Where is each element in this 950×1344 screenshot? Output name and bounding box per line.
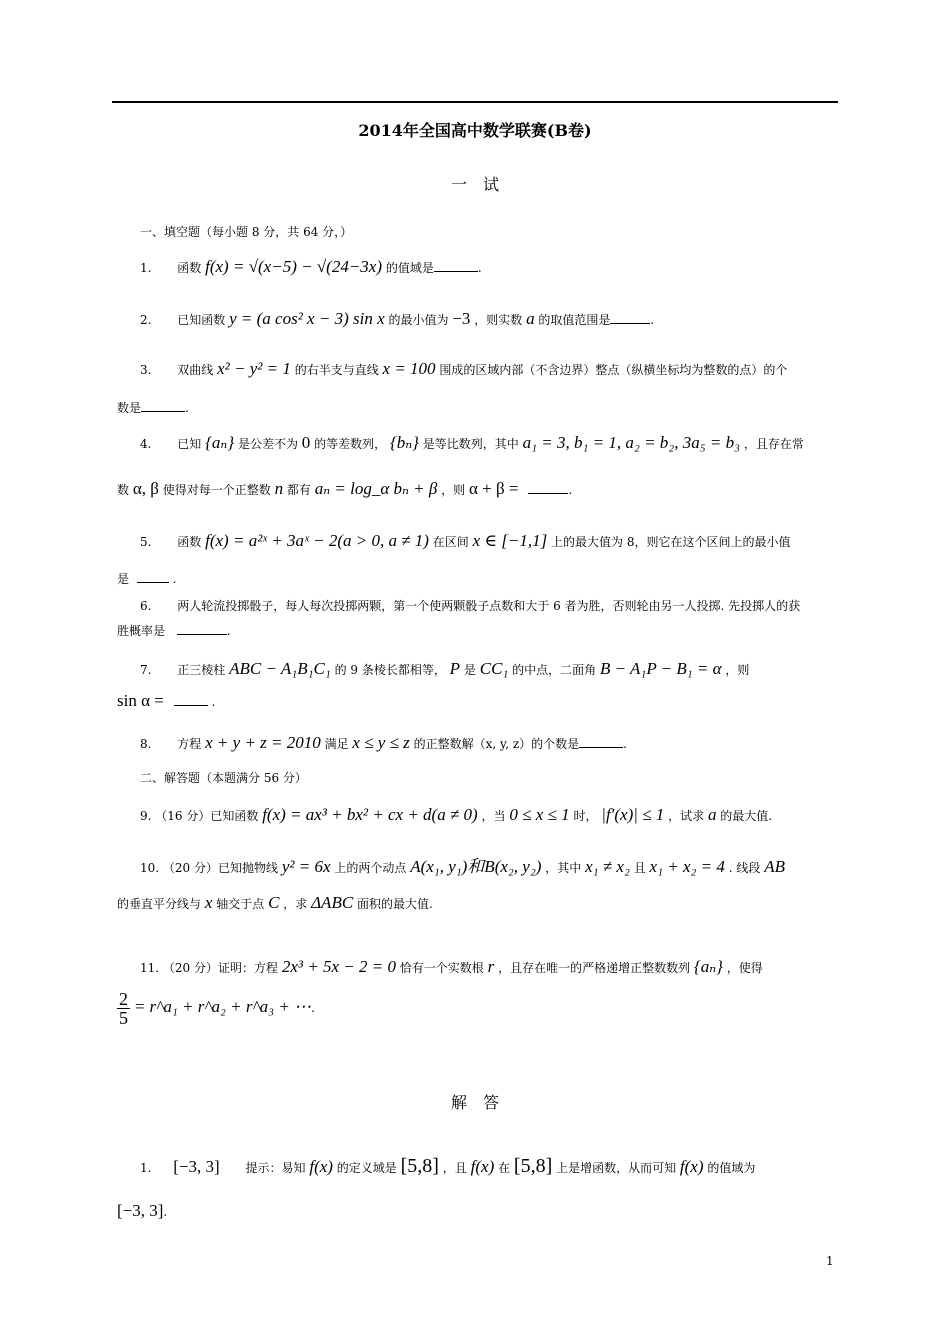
q4-seq1: {aₙ} xyxy=(205,433,235,452)
q4-mid2: 的等差数列， xyxy=(314,437,387,451)
q10-mid4: . 线段 xyxy=(728,861,761,875)
q8-pre: 方程 xyxy=(177,737,202,751)
q7-mid2: 是 xyxy=(463,663,476,677)
q10-l2a: 的垂直平分线与 xyxy=(117,897,202,911)
question-3 xyxy=(140,360,860,377)
q10-l2c: ，求 xyxy=(283,897,308,911)
q2-var: a xyxy=(526,309,535,328)
q11-fraction xyxy=(117,990,130,1027)
q5-post: 上的最大值为 8，则它在这个区间上的最小值 xyxy=(551,535,791,549)
question-1: 1. 函数 f(x) = √(x−5) − √(24−3x) 的值域是 . xyxy=(140,257,482,276)
q8-blank xyxy=(579,746,623,748)
a1-num: 1. xyxy=(140,1161,152,1175)
q10-tri: ΔABC xyxy=(311,893,354,912)
q7-mid3: 的中点，二面角 xyxy=(512,663,597,677)
q5-formula: f(x) = a²ˣ + 3aˣ − 2(a > 0, a ≠ 1) xyxy=(205,531,429,550)
q7-prism: ABC − A₁B₁C₁ xyxy=(229,659,331,678)
a1-t6: 的值域为 xyxy=(707,1161,756,1175)
q8-num: 8. xyxy=(140,737,152,751)
q4-zero: 0 xyxy=(301,433,311,452)
q5-num: 5. xyxy=(140,535,152,549)
q10-pts: A(x₁, y₁)和B(x₂, y₂) xyxy=(410,857,542,876)
q2-blank xyxy=(610,322,650,324)
q4-l2b: 使得对每一个正整数 xyxy=(162,483,271,497)
q11-series: = r^a₁ + r^a₂ + r^a₃ + ⋯ xyxy=(133,997,312,1016)
q10-pre: （20 分）已知抛物线 xyxy=(162,861,279,875)
q2-mid2: ，则实数 xyxy=(474,313,523,327)
q3-pre: 双曲线 xyxy=(177,363,214,377)
answer-1-line2: [−3, 3]. xyxy=(117,1201,168,1220)
q3-blank xyxy=(141,410,185,412)
q4-formula: aₙ = log_α bₙ + β xyxy=(314,479,438,498)
a1-f1: f(x) xyxy=(309,1157,333,1176)
q5-interval: x ∈ [−1,1] xyxy=(472,531,548,550)
q4-cond: a₁ = 3, b₁ = 1, a₂ = b₂, 3a₅ = b₃ xyxy=(522,433,740,452)
q6-num: 6. xyxy=(140,599,152,613)
q11-seq: {aₙ} xyxy=(693,957,723,976)
q3-mid: 的右半支与直线 xyxy=(294,363,379,377)
q4-pre: 已知 xyxy=(177,437,202,451)
q4-l2d: ，则 xyxy=(441,483,466,497)
question-2: 2. 已知函数 y = (a cos² x − 3) sin x 的最小值为 −3 ，则实数 a 的取值范围是 . xyxy=(140,309,655,328)
q4-post: ，且存在常 xyxy=(743,437,804,451)
q8-eq: x + y + z = 2010 xyxy=(205,733,321,752)
q4-l2c: 都有 xyxy=(286,483,311,497)
question-4-line2: 数 α, β 使得对每一个正整数 n 都有 aₙ = log_α bₙ + β ，则 α + β = . xyxy=(117,479,573,498)
q10-l2b: 轴交于点 xyxy=(216,897,265,911)
q2-value: −3 xyxy=(452,309,471,328)
q4-num: 4. xyxy=(140,437,152,451)
question-10 xyxy=(140,858,860,875)
q8-mid: 满足 xyxy=(324,737,349,751)
q3-post: 围成的区域内部（不含边界）整点（纵横坐标均为整数的点）的个 xyxy=(439,363,788,377)
question-11 xyxy=(140,958,860,975)
q3-num: 3. xyxy=(140,363,152,377)
q4-seq2: {bₙ} xyxy=(389,433,419,452)
q9-num: 9. xyxy=(140,809,152,823)
q11-pre: （20 分）证明：方程 xyxy=(162,961,279,975)
q7-pre: 正三棱柱 xyxy=(177,663,226,677)
q5-mid: 在区间 xyxy=(432,535,469,549)
q10-mid3: 且 xyxy=(633,861,646,875)
part-heading: 一 试 xyxy=(450,175,499,194)
q7-angle: B − A₁P − B₁ = α xyxy=(600,659,722,678)
q6-line2: 胜概率是 xyxy=(117,624,166,638)
a1-f2: f(x) xyxy=(470,1157,495,1176)
q11-num: 11. xyxy=(140,961,160,975)
q1-formula: f(x) = √(x−5) − √(24−3x) xyxy=(205,257,382,276)
q9-formula: f(x) = ax³ + bx² + cx + d(a ≠ 0) xyxy=(262,805,478,824)
q10-c2: x₁ + x₂ = 4 xyxy=(649,857,725,876)
a1-t2: 的定义域是 xyxy=(336,1161,397,1175)
question-7-line2: sin α = . xyxy=(117,691,216,710)
q11-r: r xyxy=(487,957,495,976)
q2-mid: 的最小值为 xyxy=(388,313,449,327)
section1-heading: 一、填空题（每小题 8 分，共 64 分，） xyxy=(140,225,353,239)
q9-a: a xyxy=(707,805,717,824)
question-6-line2: 胜概率是 . xyxy=(117,624,231,638)
q4-mid1: 是公差不为 xyxy=(237,437,298,451)
question-3-line2: 数是 . xyxy=(117,401,189,415)
page-number: 1 xyxy=(826,1254,834,1268)
a1-dom: [5,8] xyxy=(400,1155,439,1177)
q10-l2d: 面积的最大值. xyxy=(357,897,433,911)
q7-num: 7. xyxy=(140,663,152,677)
q4-mid3: 是等比数列，其中 xyxy=(422,437,519,451)
q9-mid2: 时， xyxy=(573,809,598,823)
q7-CC: CC₁ xyxy=(479,659,509,678)
question-7 xyxy=(140,660,860,677)
q7-P: P xyxy=(449,659,461,678)
q6-text: 两人轮流投掷骰子，每人每次投掷两颗，第一个使两颗骰子点数和大于 6 者为胜，否则轮由另一人投掷. 先投掷人的获 xyxy=(177,599,801,613)
q2-num: 2. xyxy=(140,313,152,327)
q11-frac-num: 2 xyxy=(119,989,128,1009)
q10-parabola: y² = 6x xyxy=(281,857,331,876)
q9-bound: |f′(x)| ≤ 1 xyxy=(601,805,665,824)
a1-dom2: [5,8] xyxy=(513,1155,553,1177)
section2-heading: 二、解答题（本题满分 56 分） xyxy=(140,771,307,785)
q4-l2a: 数 xyxy=(117,483,130,497)
a1-f3: f(x) xyxy=(679,1157,704,1176)
q7-post: ，则 xyxy=(725,663,750,677)
q10-c1: x₁ ≠ x₂ xyxy=(585,857,630,876)
q6-blank xyxy=(177,633,227,635)
q8-ineq: x ≤ y ≤ z xyxy=(352,733,410,752)
q3-formula: x² − y² = 1 xyxy=(217,359,291,378)
answer-1 xyxy=(140,1156,860,1176)
answers-heading: 解 答 xyxy=(450,1093,499,1112)
q4-ab: α, β xyxy=(132,479,159,498)
q9-range: 0 ≤ x ≤ 1 xyxy=(509,805,570,824)
q9-mid3: ，试求 xyxy=(668,809,705,823)
q11-mid: 恰有一个实数根 xyxy=(399,961,484,975)
q2-post: 的取值范围是 xyxy=(538,313,611,327)
q5-line2: 是 xyxy=(117,572,130,586)
a1-line2: [−3, 3] xyxy=(117,1201,164,1220)
question-5-line2: 是 . xyxy=(117,572,177,586)
q10-AB: AB xyxy=(764,857,785,876)
q10-C: C xyxy=(268,893,280,912)
question-6 xyxy=(140,600,860,612)
q9-post: 的最大值. xyxy=(720,809,773,823)
q9-pre: （16 分）已知函数 xyxy=(155,809,259,823)
a1-t1: 提示：易知 xyxy=(245,1161,306,1175)
q2-formula: y = (a cos² x − 3) sin x xyxy=(229,309,385,328)
q10-mid2: ，其中 xyxy=(545,861,582,875)
q9-mid: ，当 xyxy=(481,809,506,823)
q4-ask: α + β = xyxy=(469,479,519,498)
a1-t5: 上是增函数，从而可知 xyxy=(556,1161,677,1175)
question-4 xyxy=(140,434,860,451)
q8-post: 的正整数解（x, y, z）的个数是 xyxy=(413,737,580,751)
q7-line2: sin α = xyxy=(117,691,164,710)
q1-post: 的值域是 xyxy=(385,261,434,275)
q7-blank xyxy=(174,704,208,706)
page-title: 2014年全国高中数学联赛(B卷) xyxy=(358,121,592,140)
q3-formula2: x = 100 xyxy=(382,359,436,378)
q1-num: 1. xyxy=(140,261,152,275)
q2-pre: 已知函数 xyxy=(177,313,226,327)
q1-pre: 函数 xyxy=(177,261,202,275)
a1-t3: ，且 xyxy=(442,1161,467,1175)
header-rule xyxy=(112,101,838,103)
a1-val: [−3, 3] xyxy=(173,1157,220,1176)
q11-mid2: ，且存在唯一的严格递增正整数数列 xyxy=(498,961,691,975)
q1-blank xyxy=(434,270,478,272)
q5-pre: 函数 xyxy=(177,535,202,549)
q11-eq: 2x³ + 5x − 2 = 0 xyxy=(281,957,396,976)
question-10-line2 xyxy=(117,894,837,911)
q3-line2: 数是 xyxy=(117,401,142,415)
q4-n: n xyxy=(274,479,284,498)
q11-post: ，使得 xyxy=(726,961,763,975)
q5-blank xyxy=(137,581,169,583)
question-9 xyxy=(140,806,860,823)
q7-mid1: 的 9 条棱长都相等， xyxy=(334,663,446,677)
q4-blank xyxy=(528,492,568,494)
question-5 xyxy=(140,532,860,549)
q11-frac-den: 5 xyxy=(119,1008,128,1028)
q10-mid: 上的两个动点 xyxy=(334,861,407,875)
q10-x: x xyxy=(204,893,213,912)
q10-num: 10. xyxy=(140,861,160,875)
question-8: 8. 方程 x + y + z = 2010 满足 x ≤ y ≤ z 的正整数解（x, y, z）的个数是 . xyxy=(140,733,627,752)
question-11-line2: $\frac{2}{5}$ = r^a₁ + r^a₂ + r^a₃ + ⋯. xyxy=(119,989,315,1028)
a1-t4: 在 xyxy=(498,1161,511,1175)
